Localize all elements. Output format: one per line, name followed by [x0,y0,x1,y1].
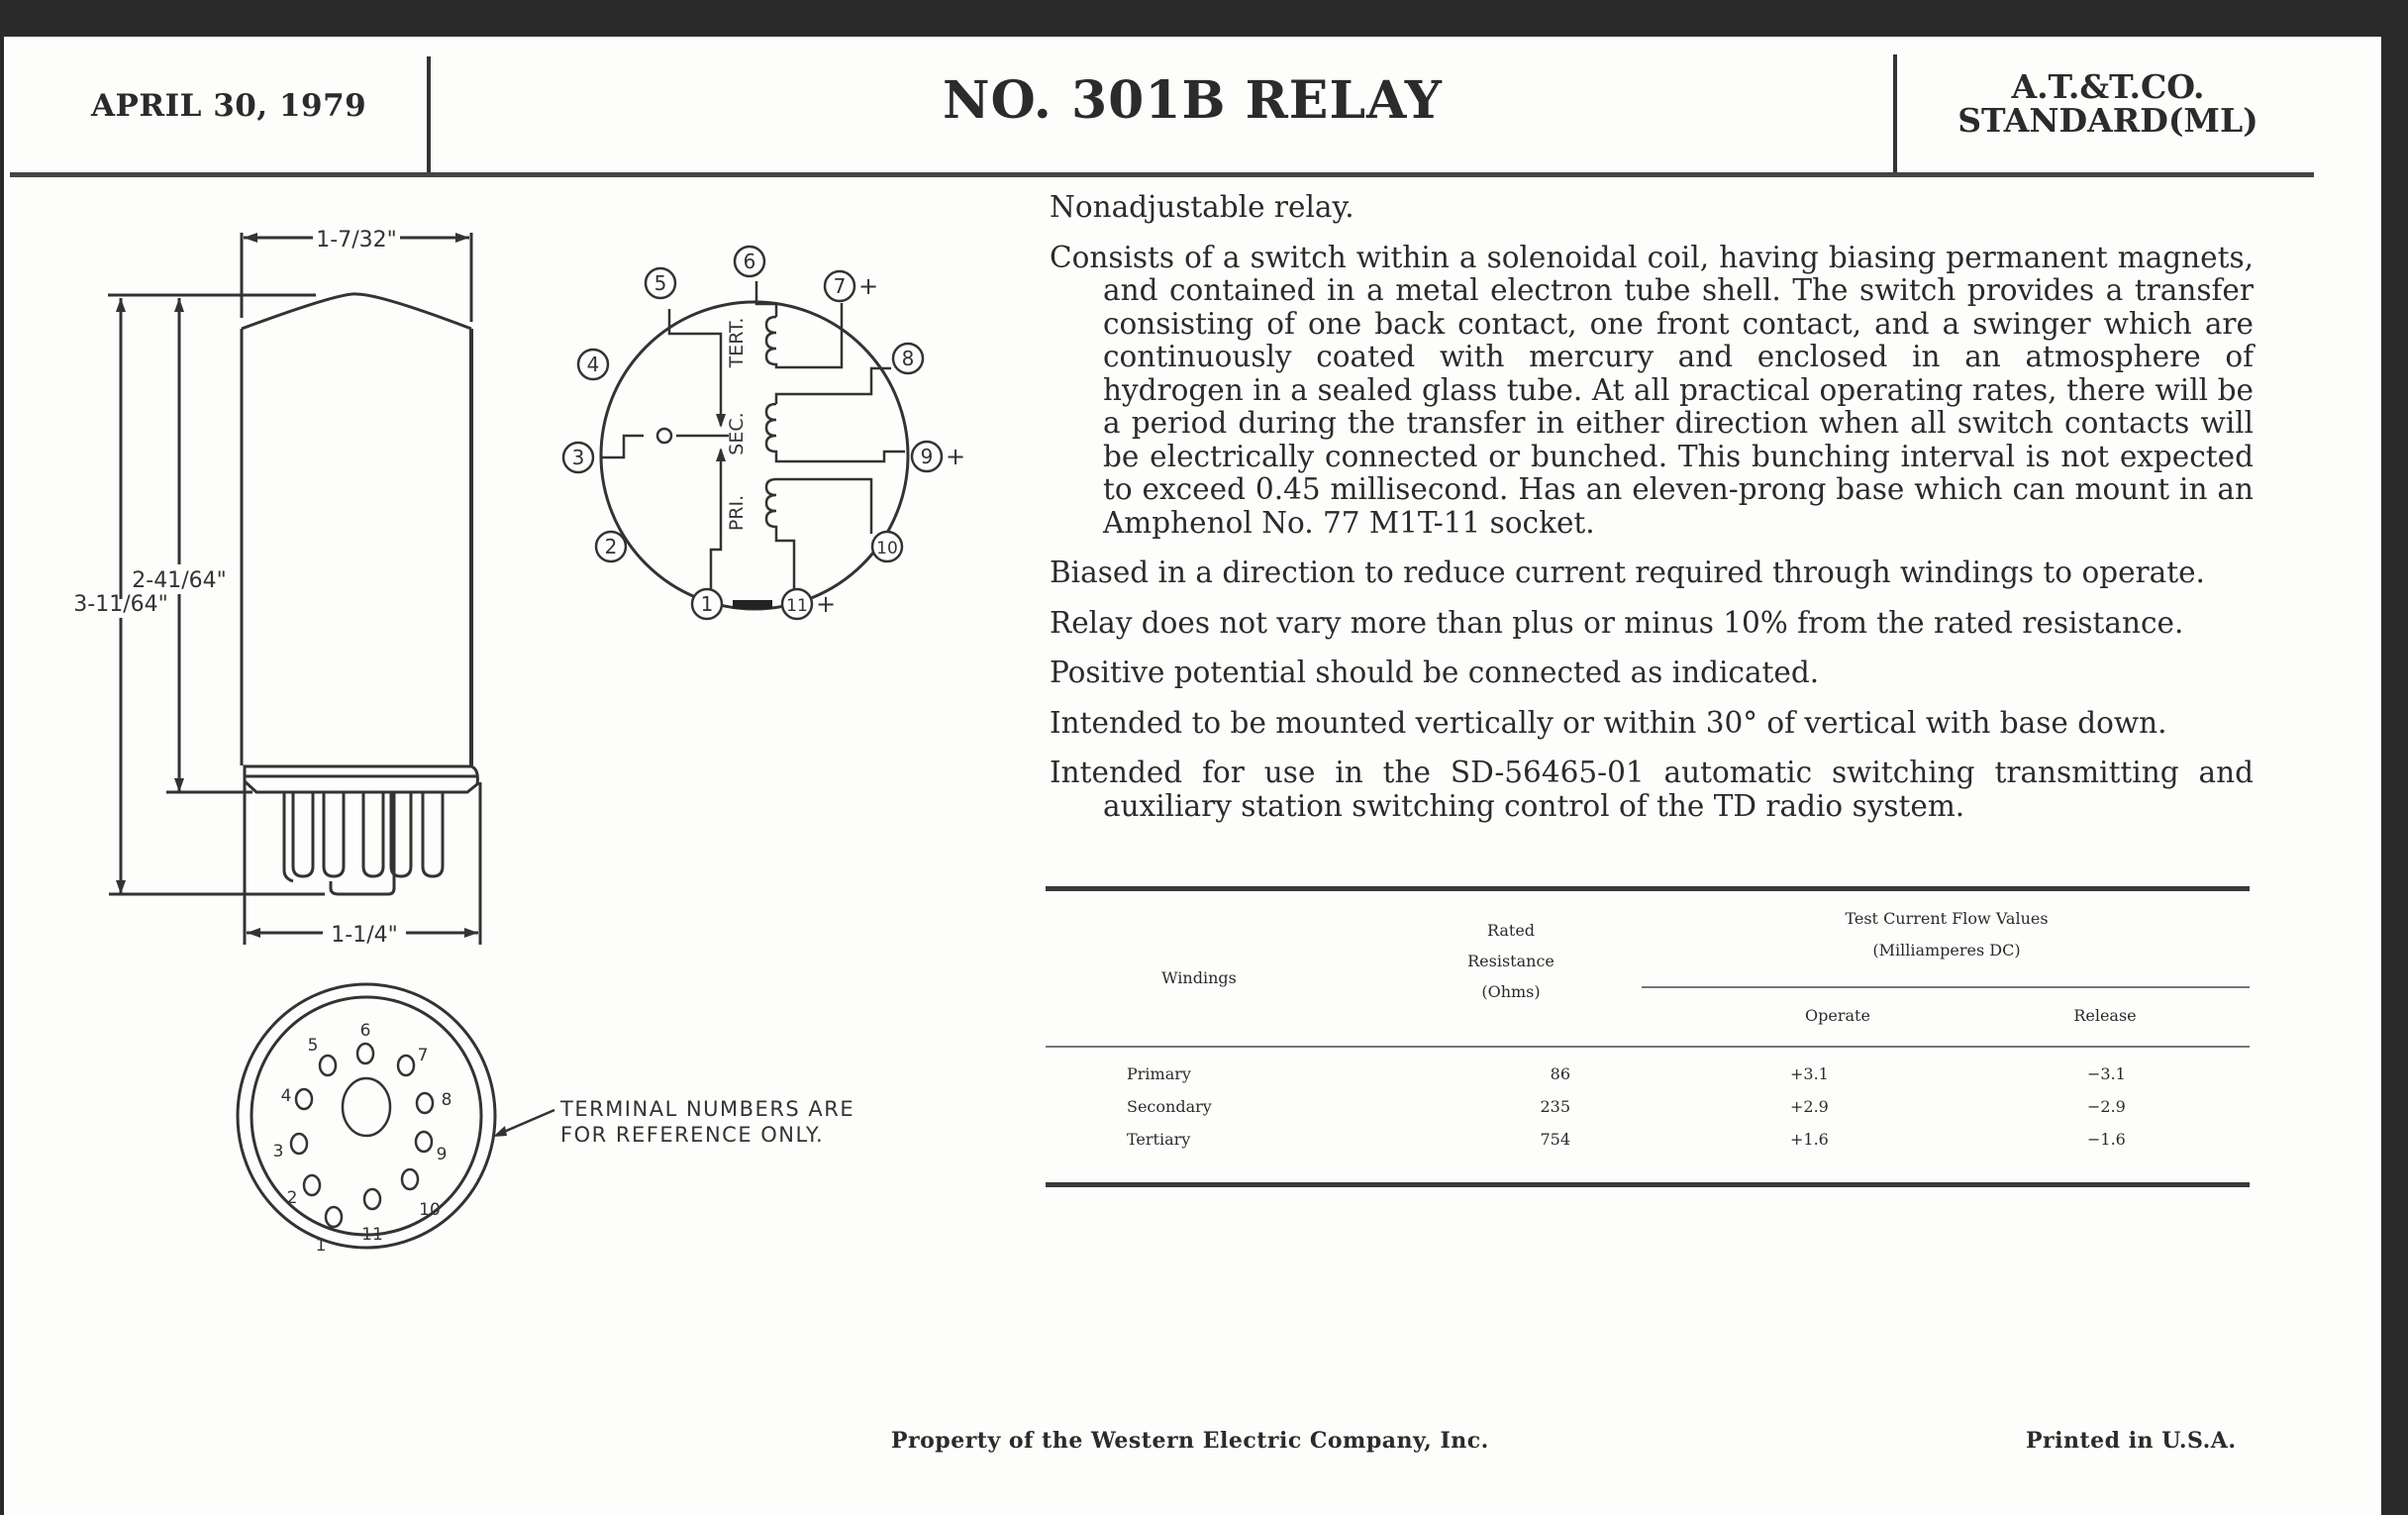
terminal-6 [735,247,764,276]
header-divider-left [427,56,431,175]
terminal-number: 1 [700,592,714,616]
pin-number: 4 [280,1086,292,1106]
positive-mark: + [945,443,966,470]
col-header-windings: Windings [1161,968,1237,987]
winding-table [1046,886,2250,1187]
base-pin-9 [416,1132,447,1164]
cell-resistance: 235 [1540,1097,1570,1116]
arrowhead [116,880,126,894]
standard-label [1945,67,2271,140]
description-paragraph: Intended to be mounted vertically or within 30° of vertical with base down. [1050,705,2167,740]
base-pin-8 [417,1090,452,1113]
page-title: NO. 301B RELAY [943,70,1443,131]
pin-number: 3 [272,1142,284,1162]
base-key-mark [733,600,772,609]
group-header-test-current [1679,903,2214,966]
base-pin-5 [308,1036,336,1075]
arrowhead [455,233,469,243]
cell-winding: Secondary [1127,1097,1212,1116]
base-pin-11 [361,1189,383,1245]
col-header-resistance-2: Resistance [1467,952,1555,970]
pin-number: 9 [436,1145,448,1164]
terminal-10 [872,532,902,561]
cell-operate: +3.1 [1790,1064,1829,1083]
description-paragraph: Consists of a switch within a solenoidal coil, having biasing permanent magnets, and contained in a metal electron tube shell. The switch provides a transfer consisting of one back contact, one front contact, and a swinger which are continuously coated with mercury and enclosed in an atmosphere of hydrogen in a sealed glass tube. At all practical operating rates, there will be a period during the transfer in either direction when all switch contacts will be electrically connected or bunched. This bunching interval is not expected to exceed 0.45 millisecond. Has an eleven-prong base which can mount in an Amphenol No. 77 M1T-11 socket. [1050,240,2254,540]
positive-mark: + [815,590,837,618]
description-paragraph: Biased in a direction to reduce current required through windings to operate. [1050,556,2205,589]
arrowhead [174,298,184,312]
description-paragraph: Positive potential should be connected as indicated. [1050,656,1820,689]
arrowhead [174,778,184,792]
pin-hole [398,1056,414,1075]
terminal-9 [912,442,965,471]
terminal-8 [893,344,923,373]
dim-height-overall-label: 3-11/64" [73,592,168,617]
header-rule [10,172,2314,177]
header-divider-right [1893,54,1897,175]
base-pin-6 [357,1021,373,1063]
group-header-line-1: Test Current Flow Values [1845,909,2049,928]
pin-hole [357,1044,373,1063]
pin-number: 10 [419,1200,441,1220]
description-paragraph: Intended for use in the SD-56465-01 automatic switching transmitting and auxiliary station switching control of the TD radio system. [1050,756,2254,823]
positive-mark: + [857,272,879,300]
pin-number: 6 [359,1021,371,1041]
coil-label-secondary: SEC. [726,412,748,455]
coil-label-primary: PRI. [726,494,748,532]
pin-hole [320,1056,336,1075]
pin-number: 7 [417,1046,429,1065]
description-paragraph: Nonadjustable relay. [1050,190,1354,224]
pin-hole [304,1175,320,1195]
dim-width-base-label: 1-1/4" [331,923,398,948]
terminal-number: 11 [786,596,808,616]
relay-cap [242,294,471,329]
swinger-pivot [657,429,671,443]
terminal-7 [825,271,878,301]
terminal-5 [646,268,675,298]
terminal-11 [782,589,836,619]
pin-hole [326,1207,342,1227]
footer-printed: Printed in U.S.A. [2026,1428,2237,1454]
relay-outline-drawing [4,215,519,1007]
cell-operate: +1.6 [1790,1130,1829,1149]
cell-winding: Tertiary [1127,1130,1191,1149]
group-header-rule [1642,986,2250,988]
back-contact-arrow [716,448,726,461]
terminal-number: 6 [743,250,756,273]
description [1050,191,2254,823]
col-header-resistance [1412,915,1610,1007]
wiring-schematic [545,238,1000,654]
cell-resistance: 754 [1540,1130,1570,1149]
standard-line-2: STANDARD(ML) [1957,101,2258,140]
relay-base-flange [245,766,477,792]
table-bottom-rule [1046,1182,2250,1187]
pin-number: 5 [307,1036,319,1056]
cell-release: −2.9 [2087,1097,2126,1116]
terminal-number: 3 [571,446,585,469]
base-pin-10 [402,1169,441,1220]
terminal-number: 2 [604,535,618,558]
terminal-number: 4 [586,353,600,376]
pin-number: 2 [286,1188,298,1208]
standard-line-1: A.T.&T.CO. [2011,67,2205,106]
schematic-outline [601,302,908,609]
cell-operate: +2.9 [1790,1097,1829,1116]
terminal-number: 10 [876,539,898,558]
pin-hole [296,1089,312,1109]
pin-number: 1 [315,1236,327,1256]
pin-hole [291,1134,307,1154]
base-pin-7 [398,1046,428,1075]
table-body [1046,1048,2250,1182]
base-view-drawing [228,977,901,1274]
issue-date: APRIL 30, 1979 [91,88,367,124]
terminal-number: 9 [920,445,934,468]
pin-hole [416,1132,432,1152]
arrowhead [116,298,126,312]
document-sheet [4,37,2381,1515]
pin-number: 11 [361,1225,383,1245]
base-pin-3 [273,1134,307,1162]
arrowhead [247,928,260,938]
cell-release: −1.6 [2087,1130,2126,1149]
cell-release: −3.1 [2087,1064,2126,1083]
base-note-line-1: TERMINAL NUMBERS ARE [560,1097,855,1121]
pin-hole [364,1189,380,1209]
terminal-3 [563,443,593,472]
arrowhead [244,233,257,243]
pin-hole [402,1169,418,1189]
terminal-4 [578,350,608,379]
base-pin-4 [281,1086,312,1109]
terminal-1 [692,589,722,619]
cell-resistance: 86 [1550,1064,1570,1083]
base-center-key [343,1078,390,1136]
terminal-2 [596,532,626,561]
group-header-line-2: (Milliamperes DC) [1872,941,2021,960]
base-note-line-2: FOR REFERENCE ONLY. [560,1123,825,1147]
description-paragraph: Relay does not vary more than plus or minus 10% from the rated resistance. [1050,605,2184,640]
pin-number: 8 [441,1090,452,1110]
dim-height-body-label: 2-41/64" [132,568,227,593]
col-header-release: Release [2073,1006,2137,1025]
front-contact-arrow [716,414,726,428]
arrowhead [464,928,478,938]
col-header-operate: Operate [1805,1006,1870,1025]
terminal-number: 5 [653,271,667,295]
pin-hole [417,1093,433,1113]
terminal-number: 8 [901,347,915,370]
col-header-resistance-1: Rated [1486,921,1536,940]
coil-label-tertiary: TERT. [726,317,748,368]
terminal-number: 7 [833,274,847,298]
dim-width-top-label: 1-7/32" [316,228,397,252]
table-header [1046,891,2250,1034]
cell-winding: Primary [1127,1064,1191,1083]
col-header-resistance-3: (Ohms) [1481,982,1541,1001]
base-pin-2 [287,1175,320,1208]
footer-property: Property of the Western Electric Company, Inc. [891,1428,1489,1454]
